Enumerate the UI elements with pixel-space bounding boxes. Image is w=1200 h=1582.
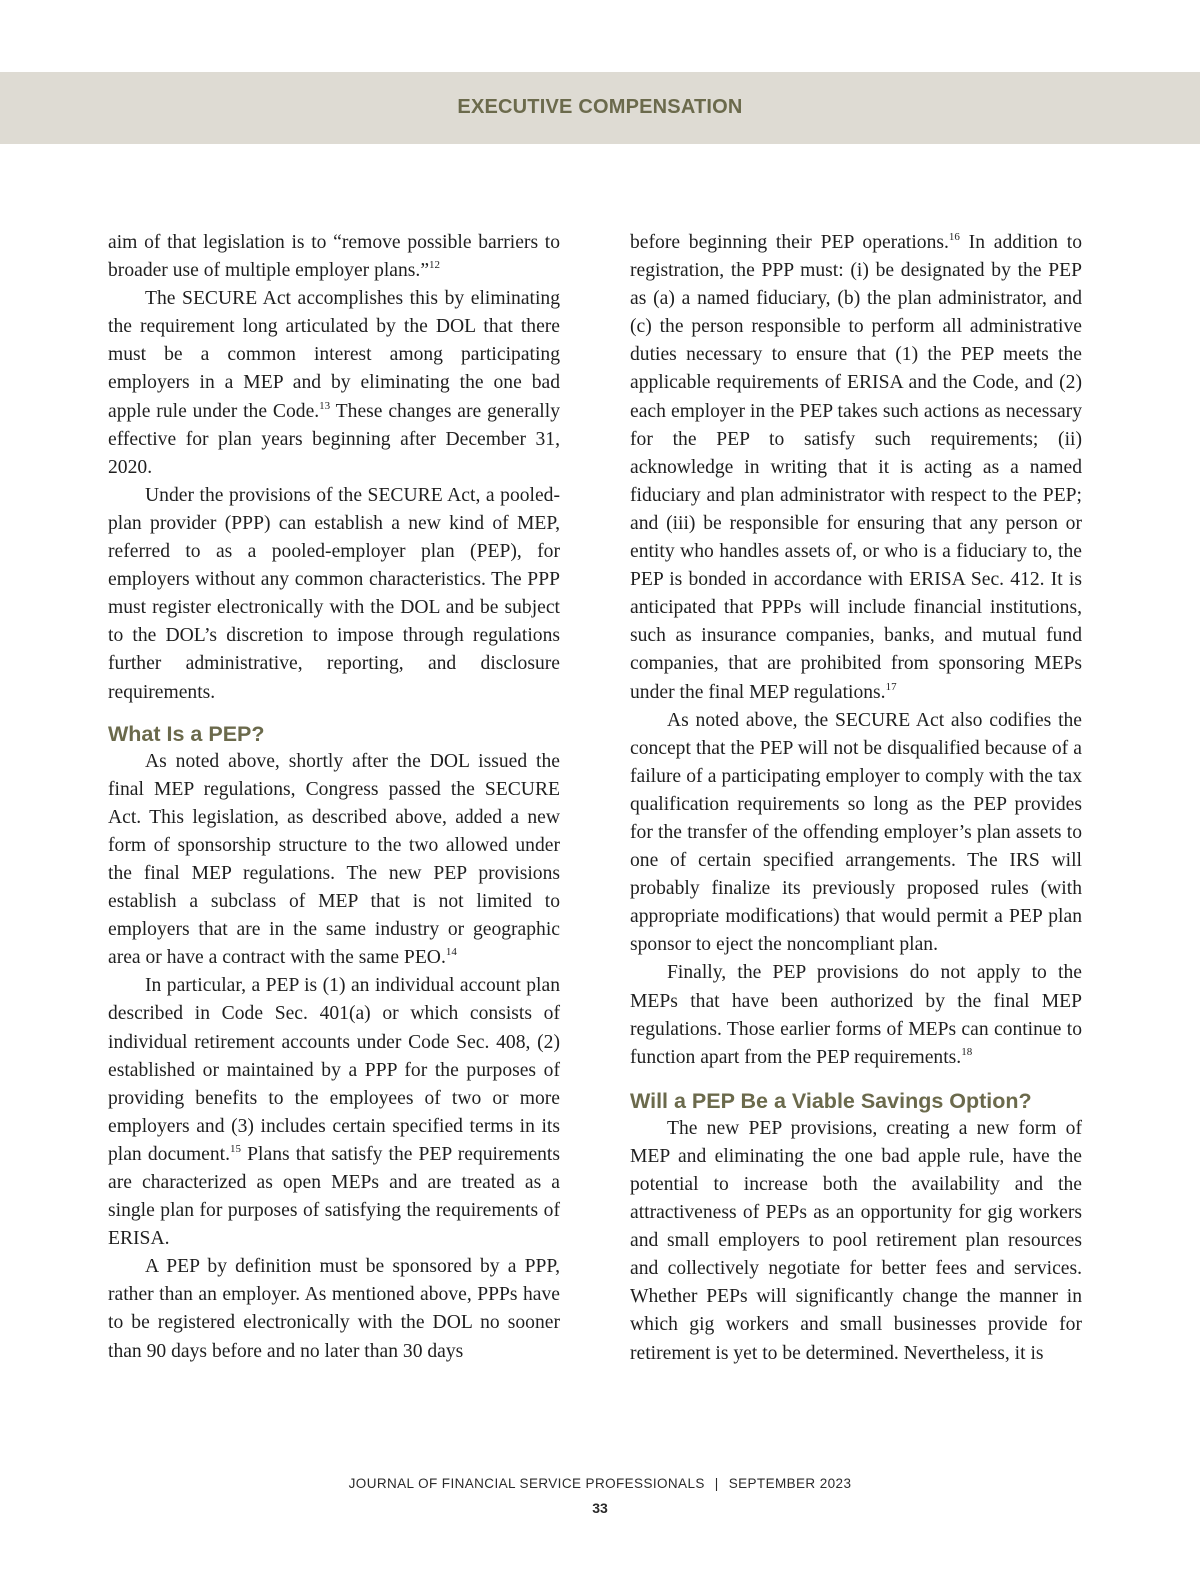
section-heading: What Is a PEP? <box>108 721 265 746</box>
paragraph: Finally, the PEP provisions do not apply to the MEPs that have been authorized by the final MEP regulations. Those earlier forms of MEPs can continue to function apart from the PEP requirements.$^{18}$ <box>630 962 1082 1068</box>
paragraph: Under the provisions of the SECURE Act, a pooled-plan provider (PPP) can establish a new kind of MEP, referred to as a pooled-employer plan (PEP), for employers without any common characteristics. The PPP must register electronically with the DOL and be subject to the DOL’s discretion to impose through regulations further administrative, reporting, and disclosure requirements. <box>108 484 560 703</box>
footer <box>0 1476 1200 1491</box>
footnote-ref[interactable]: 18 <box>961 1045 973 1058</box>
footer-separator: | <box>714 1476 719 1491</box>
footnote-ref[interactable]: 15 <box>230 1142 242 1155</box>
section-title: EXECUTIVE COMPENSATION <box>457 96 743 118</box>
paragraph: A PEP by definition must be sponsored by a PPP, rather than an employer. As mentioned above, PPPs have to be registered electronically with the DOL no sooner than 90 days before and no later than 30 days <box>108 1256 560 1362</box>
page-number: 33 <box>592 1500 608 1516</box>
paragraph: As noted above, shortly after the DOL issued the final MEP regulations, Congress passed the SECURE Act. This legislation, as described above, added a new form of sponsorship structure to the two allowed under the final MEP regulations. The new PEP provisions establish a subclass of MEP that is not limited to employers that are in the same industry or geographic area or have a contract with the same PEO.$^{14}$ <box>108 750 560 969</box>
paragraph: before beginning their PEP operations.$^{16}$ In addition to registration, the PPP must: (i) be designated by the PEP as (a) a named fiduciary, (b) the plan administrator, and (c) the person responsible to perform all administrative duties necessary to ensure that (1) the PEP meets the applicable requirements of ERISA and the Code, and (2) each employer in the PEP takes such actions as necessary for the PEP to satisfy such requirements; (ii) acknowledge in writing that it is acting as a named fiduciary and plan administrator with respect to the PEP; and (iii) be responsible for ensuring that any person or entity who handles assets of, or who is a fiduciary to, the PEP is bonded in accordance with ERISA Sec. 412. It is anticipated that PPPs will include financial institutions, such as insurance companies, banks, and mutual fund companies, that are prohibited from sponsoring MEPs under the final MEP regulations.$^{17}$ <box>630 231 1082 703</box>
footnote-ref[interactable]: 13 <box>319 399 331 412</box>
paragraph: aim of that legislation is to “remove possible barriers to broader use of multiple employer plans.”$^{12}$ <box>108 232 560 282</box>
footnote-ref[interactable]: 12 <box>429 259 441 272</box>
left-column <box>108 229 560 1366</box>
journal-name: JOURNAL OF FINANCIAL SERVICE PROFESSIONALS <box>348 1476 705 1491</box>
paragraph: The new PEP provisions, creating a new form of MEP and eliminating the one bad apple rule, have the potential to increase both the availability and the attractiveness of PEPs as an opportunity for gig workers and small employers to pool retirement plan resources and collectively negotiate for better fees and services. Whether PEPs will significantly change the manner in which gig workers and small businesses provide for retirement is yet to be determined. Nevertheless, it is <box>630 1117 1082 1364</box>
footnote-ref[interactable]: 16 <box>948 231 960 243</box>
paragraph: In particular, a PEP is (1) an individual account plan described in Code Sec. 401(a) or which consists of individual retirement accounts under Code Sec. 408, (2) established or maintained by a PPP for the purposes of providing benefits to the employees of two or more employers and (3) includes certain specified terms in its plan document.$^{15}$ Plans that satisfy the PEP requirements are characterized as open MEPs and are treated as a single plan for purposes of satisfying the requirements of ERISA. <box>108 975 561 1250</box>
paragraph: The SECURE Act accomplishes this by eliminating the requirement long articulated by the DOL that there must be a common interest among participating employers in a MEP and by eliminating the one bad apple rule under the Code.$^{13}$ These changes are generally effective for plan years beginning after December 31, 2020. <box>108 288 560 478</box>
footnote-ref[interactable]: 17 <box>885 680 897 693</box>
footnote-ref[interactable]: 14 <box>445 946 457 959</box>
right-column <box>630 229 1082 1368</box>
section-heading: Will a PEP Be a Viable Savings Option? <box>630 1088 1032 1113</box>
issue-date: SEPTEMBER 2023 <box>728 1476 852 1491</box>
paragraph: As noted above, the SECURE Act also codifies the concept that the PEP will not be disqualified because of a failure of a participating employer to comply with the tax qualification requirements so long as the PEP provides for the transfer of the offending employer’s plan assets to one of certain specified arrangements. The IRS will probably finalize its previously proposed rules (with appropriate modifications) that would permit a PEP plan sponsor to eject the noncompliant plan. <box>630 709 1082 956</box>
